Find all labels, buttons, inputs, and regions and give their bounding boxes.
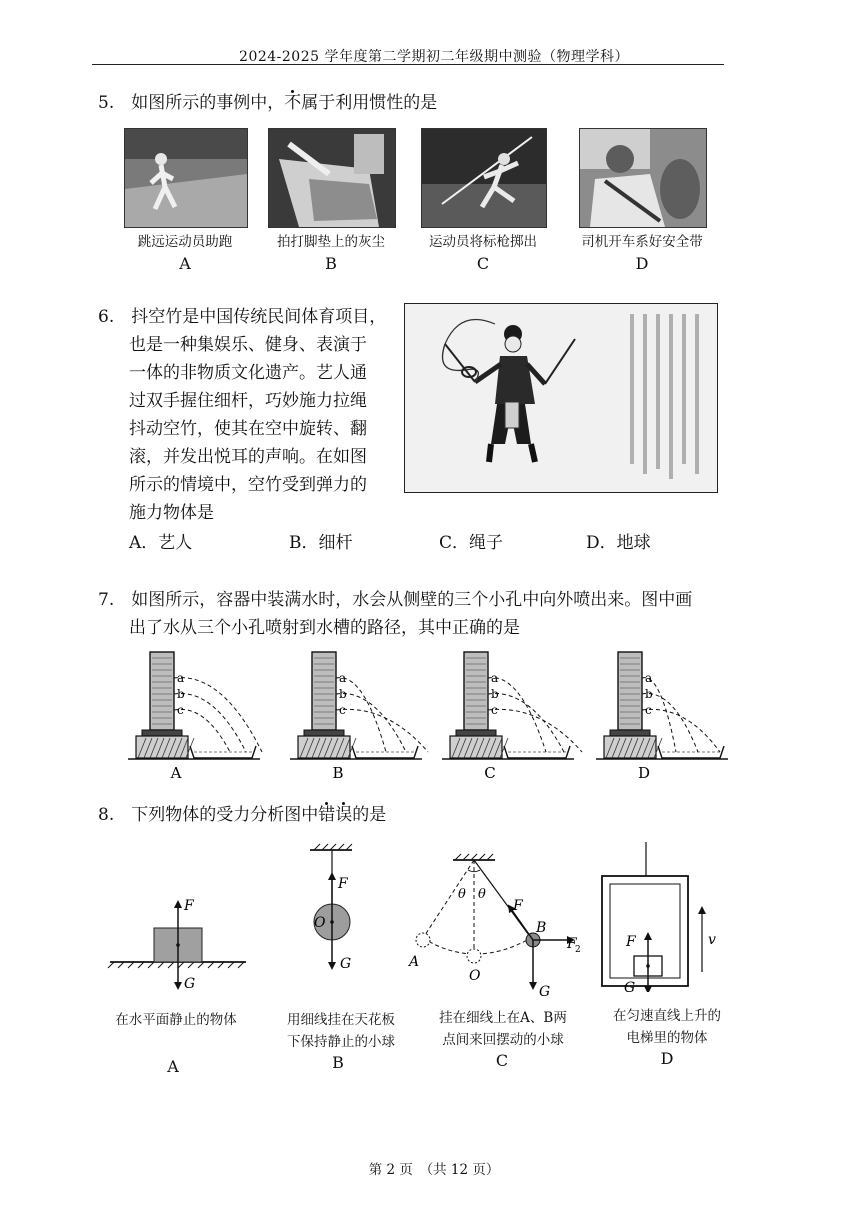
label-theta-2: θ [478, 887, 486, 902]
hole-label-c: c [339, 703, 346, 717]
q7-letter-c: C [484, 764, 496, 782]
label-g: G [184, 976, 196, 992]
q5-stem-suffix: 属于利用惯性的是 [301, 93, 438, 113]
column-base [456, 730, 496, 736]
q6-choice-c: C．绳子 [439, 533, 504, 553]
javelin-photo [422, 129, 546, 227]
q5-photo-a [124, 128, 248, 228]
q5-caption-a: 跳远运动员助跑 [137, 234, 233, 250]
label-o: O [469, 968, 481, 984]
q7-diagram-d [596, 652, 728, 782]
q6-line-1: 6. 抖空竹是中国传统民间体育项目， [98, 307, 387, 327]
q8-letter-d: D [660, 1049, 674, 1068]
label-g: G [624, 980, 636, 992]
q6-line-2: 也是一种集娱乐、健身、表演于 [129, 335, 367, 355]
q7-diagram-a [128, 652, 262, 782]
q8-stem-emphasis-2: 误 [335, 805, 353, 825]
q6-diabolo-figure [404, 303, 718, 493]
q6-line-6: 滚，并发出悦耳的声响。在如图 [129, 447, 367, 467]
q8-letter-a: A [167, 1057, 179, 1076]
q5-photo-b [268, 128, 396, 228]
q8-caption-b-2: 下保持静止的小球 [287, 1034, 395, 1050]
hole-label-b: b [177, 687, 185, 701]
q8-diagram-d [596, 842, 726, 992]
q8-stem-emphasis-1: 错 [318, 805, 336, 825]
q7-letter-a: A [170, 764, 182, 782]
q8-caption-a: 在水平面静止的物体 [115, 1012, 237, 1028]
q6-choice-a: A．艺人 [129, 533, 193, 553]
hole-label-c: c [645, 703, 652, 717]
hole-label-a: a [177, 671, 185, 685]
seatbelt-photo [580, 129, 706, 227]
pedestal [604, 736, 656, 758]
label-theta-1: θ [458, 887, 466, 902]
q8-stem [98, 800, 386, 830]
hole-label-a: a [491, 671, 499, 685]
q8-letter-b: B [332, 1053, 344, 1072]
column-base [142, 730, 182, 736]
q5-letter-d: D [635, 254, 649, 273]
q6-line-8: 施力物体是 [129, 503, 214, 523]
label-o: O [314, 915, 326, 931]
q8-caption-d-2: 电梯里的物体 [626, 1030, 708, 1046]
label-g: G [539, 984, 551, 1000]
q6-line-7: 所示的情境中，空竹受到弹力的 [129, 475, 367, 495]
q7-diagram-c [442, 652, 582, 782]
q5-letter-a: A [179, 254, 191, 273]
q6-line-4: 过双手握住细杆，巧妙施力拉绳 [129, 391, 367, 411]
q5-caption-d: 司机开车系好安全带 [581, 234, 703, 250]
page-footer: 第 2 页 （共 12 页） [368, 1162, 500, 1178]
label-f2-sub: 2 [575, 945, 581, 955]
q8-caption-b-1: 用细线挂在天花板 [287, 1012, 395, 1028]
q7-line-1: 7. 如图所示，容器中装满水时，水会从侧壁的三个小孔中向外喷出来。图中画 [98, 590, 693, 610]
q5-caption-c: 运动员将标枪掷出 [429, 234, 537, 250]
hole-label-a: a [645, 671, 653, 685]
label-g: G [340, 956, 352, 972]
label-f: F [184, 898, 194, 914]
q7-letter-b: B [332, 764, 344, 782]
ground-hatch [108, 962, 244, 968]
long-jump-photo [125, 129, 247, 227]
q6-line-5: 抖动空竹，使其在空中旋转、翻 [129, 419, 367, 439]
hole-label-c: c [177, 703, 184, 717]
q8-caption-c-2: 点间来回摆动的小球 [442, 1032, 564, 1048]
q7-diagram-b [290, 652, 428, 782]
q5-stem [98, 88, 437, 118]
hole-label-b: b [491, 687, 499, 701]
q8-caption-d-1: 在匀速直线上升的 [613, 1008, 721, 1024]
beating-mat-photo [269, 129, 395, 227]
label-f: F [338, 876, 348, 892]
q6-choice-b: B．细杆 [289, 533, 353, 553]
q6-line-3: 一体的非物质文化遗产。艺人通 [129, 363, 367, 383]
label-f: F [513, 898, 523, 914]
header-rule [92, 64, 724, 65]
q6-choice-d: D．地球 [586, 533, 651, 553]
q7-line-2: 出了水从三个小孔喷射到水槽的路径，其中正确的是 [129, 618, 520, 638]
label-b: B [536, 920, 547, 936]
hole-label-b: b [339, 687, 347, 701]
pedestal [450, 736, 502, 758]
label-a: A [409, 954, 420, 970]
q5-stem-prefix: 5. 如图所示的事例中， [98, 93, 285, 113]
q5-letter-c: C [476, 254, 490, 273]
diabolo-player-illustration [405, 304, 717, 492]
q5-caption-b: 拍打脚垫上的灰尘 [277, 234, 385, 250]
q8-stem-suffix: 的是 [352, 805, 387, 825]
label-f: F [626, 934, 636, 950]
q5-photo-c [421, 128, 547, 228]
q5-letter-b: B [325, 254, 337, 273]
q8-stem-prefix: 8. 下列物体的受力分析图中 [98, 805, 319, 825]
column-base [304, 730, 344, 736]
q8-diagram-a [104, 890, 254, 1000]
pedestal [298, 736, 350, 758]
pedestal [136, 736, 188, 758]
hole-label-c: c [491, 703, 498, 717]
label-f2: F [567, 936, 577, 952]
q5-stem-emphasis: 不 [284, 93, 302, 113]
label-v: v [708, 932, 716, 948]
q8-letter-c: C [495, 1051, 509, 1070]
column-base [610, 730, 650, 736]
hole-label-a: a [339, 671, 347, 685]
q5-photo-d [579, 128, 707, 228]
water-jet-diagrams [128, 648, 728, 788]
q7-letter-d: D [637, 764, 651, 782]
q8-diagram-c [405, 850, 585, 1000]
hole-label-b: b [645, 687, 653, 701]
q8-caption-c-1: 挂在细线上在A、B两 [439, 1010, 567, 1026]
page-header: 2024-2025 学年度第二学期初二年级期中测验（物理学科） [239, 49, 629, 65]
q8-diagram-b [292, 840, 382, 980]
q7-diagrams [128, 648, 728, 788]
